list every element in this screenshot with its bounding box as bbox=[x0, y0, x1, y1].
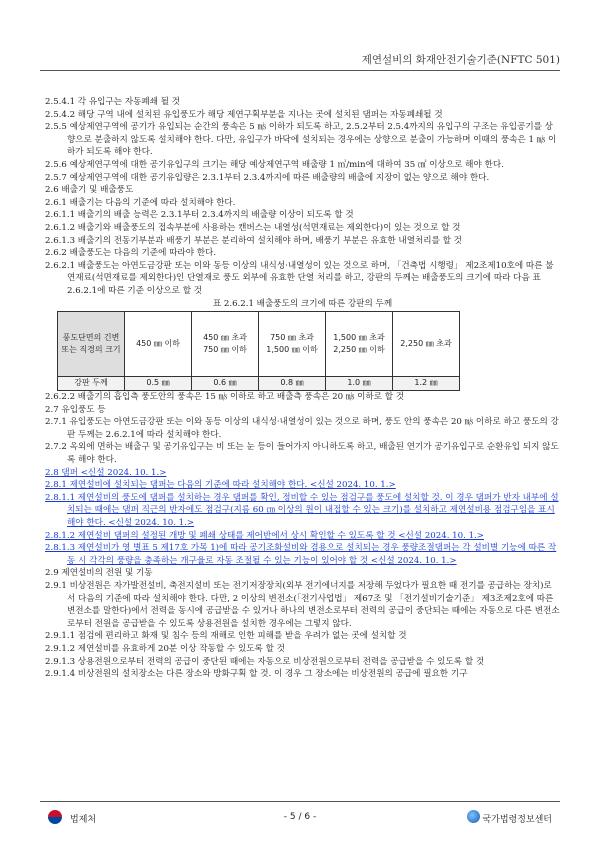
paragraph: 2.6.2 배출풍도는 다음의 기준에 따라야 한다. bbox=[45, 248, 217, 259]
section-2-6-2-2-onward bbox=[45, 391, 560, 681]
paragraph: 2.5.5 예상제연구역에 공기가 유입되는 순간의 풍속은 5 ㎧ 이하가 되도록 하고, 2.5.2부터 2.5.4까지의 유입구의 구조는 유입공기를 상향으로 분출하지 않도록 설치해야 한다. 다만, 유입구가 바닥에 설치되는 경우에는 상향으로 분출이 가능하며 이때의 풍속은 1 ㎧ 이하가 되도록 해야 한다. bbox=[45, 122, 557, 158]
paragraph[interactable]: 2.8 댐퍼 <신설 2024. 10. 1.> bbox=[45, 467, 167, 478]
header-rule bbox=[40, 70, 560, 71]
paragraph: 2.7.2 옥외에 면하는 배출구 및 공기유입구는 비 또는 눈 등이 들어가지 아니하도록 하고, 배출된 연기가 공기유입구로 순환유입 되지 않도록 해야 한다. bbox=[45, 442, 559, 466]
thickness-cell: 1.2 ㎜ bbox=[393, 377, 460, 391]
paragraph: 2.6.2.1 배출풍도는 아연도금강판 또는 이와 동등 이상의 내식성·내열성이 있는 것으로 하며, 「건축법 시행령」 제2조제10호에 따른 불연재료(석면재료를 제외한다)인 단열재로 풍도 외부에 유효한 단열 처리를 하고, 강판의 두께는 배출풍도의 크기에 따라 다음 표 2.6.2.1에 따른 기준 이상으로 할 것 bbox=[45, 260, 554, 296]
paragraph: 2.5.6 예상제연구역에 대한 공기유입구의 크기는 해당 예상제연구역 배출량 1 ㎥/min에 대하여 35 ㎠ 이상으로 해야 한다. bbox=[45, 159, 504, 170]
footer-right-label: 국가법령정보센터 bbox=[482, 815, 552, 825]
paragraph: 2.6.2.2 배출기의 흡입측 풍도안의 풍속은 15 ㎧ 이하로 하고 배출측 풍속은 20 ㎧ 이하로 할 것 bbox=[45, 392, 405, 403]
table-header-label: 풍도단면의 긴변 또는 직경의 크기 bbox=[58, 312, 125, 377]
thickness-label: 강판 두께 bbox=[58, 377, 125, 391]
thickness-cell: 0.6 ㎜ bbox=[192, 377, 259, 391]
section-2-5-2-6 bbox=[45, 96, 560, 298]
paragraph: 2.9.1.4 비상전원의 설치장소는 다른 장소와 방화구획 할 것. 이 경우 그 장소에는 비상전원의 공급에 필요한 기구 bbox=[45, 669, 468, 680]
thickness-cell: 0.8 ㎜ bbox=[259, 377, 326, 391]
document-body bbox=[45, 96, 560, 681]
paragraph: 2.6.1 배출기는 다음의 기준에 따라 설치해야 한다. bbox=[45, 197, 236, 208]
paragraph: 2.9.1.2 제연설비를 유효하게 20분 이상 작동할 수 있도록 할 것 bbox=[45, 643, 285, 654]
paragraph[interactable]: 2.8.1.1 제연설비의 풍도에 댐퍼를 설치하는 경우 댐퍼를 확인, 정비할 수 있는 점검구를 풍도에 설치할 것. 이 경우 댐퍼가 반자 내부에 설치되는 때에는 댐퍼 직근의 반자에도 점검구(지름 60 ㎝ 이상의 원이 내접할 수 있는 크기)를 설치하고 제연설비용 점검구임을 표시해야 한다. <신설 2024. 10. 1.> bbox=[45, 492, 559, 529]
size-range-cell: 450 ㎜ 초과 750 ㎜ 이하 bbox=[192, 312, 259, 377]
size-range-cell: 2,250 ㎜ 초과 bbox=[393, 312, 460, 377]
paragraph: 2.9.1.1 점검에 편리하고 화재 및 침수 등의 재해로 인한 피해를 받을 우려가 없는 곳에 설치할 것 bbox=[45, 631, 407, 642]
paragraph: 2.6 배출기 및 배출풍도 bbox=[45, 185, 134, 196]
paragraph: 2.5.4.2 해당 구역 내에 설치된 유입풍도가 해당 제연구획부분을 지나는 곳에 설치된 댐퍼는 자동폐쇄될 것 bbox=[45, 109, 443, 120]
paragraph: 2.6.1.1 배출기의 배출 능력은 2.3.1부터 2.3.4까지의 배출량 이상이 되도록 할 것 bbox=[45, 210, 354, 221]
paragraph: 2.7 유입풍도 등 bbox=[45, 404, 106, 415]
paragraph: 2.9.1 비상전원은 자가발전설비, 축전지설비 또는 전기저장장치(외부 전기에너지를 저장해 두었다가 필요한 때 전기를 공급하는 장치)로서 다음의 기준에 따라 설치해야 한다. 다만, 2 이상의 변전소(「전기사업법」 제67조 및 「전기설비기술기준」 제3조제2호에 따른 변전소를 말한다)에서 전력을 동시에 공급받을 수 있거나 하나의 변전소로부터 전력의 공급이 중단되는 때에는 자동으로 다른 변전소로부터 전원을 공급받을 수 있도록 상용전원을 설치한 경우에는 그렇지 않다. bbox=[45, 581, 560, 629]
paragraph: 2.5.7 예상제연구역에 대한 공기유입량은 2.3.1부터 2.3.4까지에 따른 배출량의 배출에 지장이 없는 양으로 해야 한다. bbox=[45, 172, 490, 183]
paragraph: 2.9.1.3 상용전원으로부터 전력의 공급이 중단된 때에는 자동으로 비상전원으로부터 전력을 공급받을 수 있도록 할 것 bbox=[45, 656, 485, 667]
paragraph: 2.5.4.1 각 유입구는 자동폐쇄 될 것 bbox=[45, 97, 181, 107]
table-caption: 표 2.6.2.1 배출풍도의 크기에 따른 강판의 두께 bbox=[212, 298, 393, 309]
thickness-cell: 0.5 ㎜ bbox=[125, 377, 192, 391]
paragraph: 2.9 제연설비의 전원 및 기동 bbox=[45, 568, 153, 579]
paragraph: 2.6.1.3 배출기의 전동기부분과 배풍기 부분은 분리하여 설치해야 하며, 배풍기 부분은 유효한 내열처리를 할 것 bbox=[45, 235, 462, 246]
thickness-cell: 1.0 ㎜ bbox=[326, 377, 393, 391]
paragraph[interactable]: 2.8.1.3 제연설비가 영 별표 5 제17호 가목 1)에 따라 공기조화설비와 겸용으로 설치되는 경우 풍량조절댐퍼는 각 설비별 기능에 따른 작동 시 각각의 풍량을 충족하는 개구율로 자동 조절될 수 있는 기능이 있어야 할 것 <신설 2024. 10. 1.> bbox=[45, 543, 557, 566]
size-range-cell: 450 ㎜ 이하 bbox=[125, 312, 192, 377]
paragraph: 2.7.1 유입풍도는 아연도금강판 또는 이와 동등 이상의 내식성·내열성이 있는 것으로 하며, 풍도 안의 풍속은 20 ㎧ 이하로 하고 풍도의 강판 두께는 2.6.2.1에 따라 설치해야 한다. bbox=[45, 417, 559, 440]
page-number: - 5 / 6 - bbox=[283, 812, 317, 822]
paragraph[interactable]: 2.8.1 제연설비에 설치되는 댐퍼는 다음의 기준에 따라 설치해야 한다. <신설 2024. 10. 1.> bbox=[45, 480, 396, 491]
paragraph[interactable]: 2.8.1.2 제연설비 댐퍼의 설정된 개방 및 폐쇄 상태를 제어반에서 상시 확인할 수 있도록 할 것 <신설 2024. 10. 1.> bbox=[45, 530, 484, 541]
paragraph: 2.6.1.2 배출기와 배출풍도의 접속부분에 사용하는 캔버스는 내열성(석면재료는 제외한다)이 있는 것으로 할 것 bbox=[45, 222, 461, 233]
size-range-cell: 1,500 ㎜ 초과 2,250 ㎜ 이하 bbox=[326, 312, 393, 377]
footer-left-label: 법제처 bbox=[70, 815, 97, 825]
law-center-logo-icon bbox=[467, 810, 480, 823]
footer-rule bbox=[40, 801, 560, 802]
page-header: 제연설비의 화재안전기술기준(NFTC 501) bbox=[361, 54, 560, 66]
steel-thickness-table bbox=[57, 311, 460, 391]
size-range-cell: 750 ㎜ 초과 1,500 ㎜ 이하 bbox=[259, 312, 326, 377]
